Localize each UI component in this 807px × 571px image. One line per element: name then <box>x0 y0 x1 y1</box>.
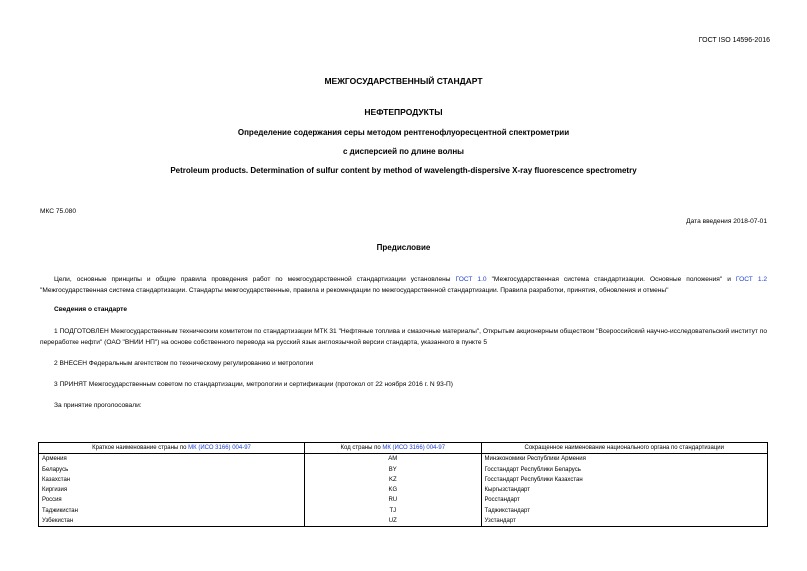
country-cell: Таджикистан <box>39 506 305 516</box>
body-cell: Госстандарт Республики Беларусь <box>481 465 767 475</box>
body-cell: Госстандарт Республики Казахстан <box>481 475 767 485</box>
standard-type-heading: МЕЖГОСУДАРСТВЕННЫЙ СТАНДАРТ <box>324 76 483 86</box>
table-row <box>39 454 768 465</box>
country-cell: Беларусь <box>39 465 305 475</box>
country-cell: Киргизия <box>39 485 305 495</box>
table-row <box>39 475 768 485</box>
body-cell: Росстандарт <box>481 495 767 505</box>
table-row <box>39 506 768 516</box>
code-cell: RU <box>305 495 482 505</box>
russian-title-line-1: Определение содержания серы методом рентгенофлуоресцентной спектрометрии <box>237 128 570 137</box>
voted-label: За принятие проголосовали: <box>54 402 142 409</box>
header-code-text: Код страны по <box>340 445 383 451</box>
header-standards-body: Сокращенное наименование национального органа по стандартизации <box>481 443 767 454</box>
code-cell: BY <box>305 465 482 475</box>
body-cell: Кыргызстандарт <box>481 485 767 495</box>
mks-code: МКС 75.080 <box>40 208 77 215</box>
table-row <box>39 516 768 527</box>
preface-text-part-3: "Межгосударственная система стандартизации. Стандарты межгосударственные, правила и рекомендации по межгосударственной стандартизации. Правила разработки, принятия, обновления и отмены" <box>40 286 669 294</box>
code-cell: KG <box>305 485 482 495</box>
country-cell: Казахстан <box>39 475 305 485</box>
body-cell: Узстандарт <box>481 516 767 527</box>
table-header-row <box>39 443 768 454</box>
body-cell: Таджикстандарт <box>481 506 767 516</box>
info-item-1: 1 ПОДГОТОВЛЕН Межгосударственным техническим комитетом по стандартизации МТК 31 "Нефтяные топлива и смазочные материалы", Открытым акционерным обществом "Всероссийский научно-исследовательский институт по переработке нефти" (ОАО "ВНИИ НП") на основе собственного перевода на русский язык англоязычной версии стандарта, указанного в пункте 5 <box>40 328 767 346</box>
header-country-name <box>39 443 305 454</box>
table-row <box>39 485 768 495</box>
country-cell: Армения <box>39 454 305 465</box>
header-country-text: Краткое наименование страны по <box>92 445 189 451</box>
code-cell: TJ <box>305 506 482 516</box>
country-cell: Россия <box>39 495 305 505</box>
subject-heading: НЕФТЕПРОДУКТЫ <box>364 107 443 117</box>
introduction-date: Дата введения 2018-07-01 <box>686 218 767 225</box>
body-cell: Минэкономики Республики Армения <box>481 454 767 465</box>
preface-paragraph <box>40 275 767 296</box>
preface-heading: Предисловие <box>376 243 431 252</box>
table-row <box>39 495 768 505</box>
info-item-3: 3 ПРИНЯТ Межгосударственным советом по стандартизации, метрологии и сертификации (протокол от 22 ноября 2016 г. N 93-П) <box>54 381 453 388</box>
russian-title-line-2: с дисперсией по длине волны <box>342 147 464 156</box>
code-cell: KZ <box>305 475 482 485</box>
header-country-code <box>305 443 482 454</box>
gost-1-2-link[interactable]: ГОСТ 1.2 <box>735 276 767 283</box>
preface-text-part-2: "Межгосударственная система стандартизации. Основные положения" и <box>486 276 736 283</box>
code-cell: UZ <box>305 516 482 527</box>
mk-iso-3166-link[interactable]: МК (ИСО 3166) 004-97 <box>382 445 446 451</box>
info-item-2: 2 ВНЕСЕН Федеральным агентством по техническому регулированию и метрологии <box>54 360 314 367</box>
mk-iso-3166-link[interactable]: МК (ИСО 3166) 004-97 <box>188 445 251 451</box>
table-row <box>39 465 768 475</box>
gost-1-0-link[interactable]: ГОСТ 1.0 <box>455 276 487 283</box>
standard-info-heading: Сведения о стандарте <box>54 306 128 313</box>
country-cell: Узбекистан <box>39 516 305 527</box>
english-title: Petroleum products. Determination of sulfur content by method of wavelength-dispersive X-ray fluorescence spectrometry <box>170 166 637 175</box>
voting-states-table <box>38 442 768 527</box>
document-code: ГОСТ ISO 14596-2016 <box>698 37 770 44</box>
preface-text-part-1: Цели, основные принципы и общие правила проведения работ по межгосударственной стандартизации установлены <box>54 276 456 283</box>
code-cell: AM <box>305 454 482 465</box>
